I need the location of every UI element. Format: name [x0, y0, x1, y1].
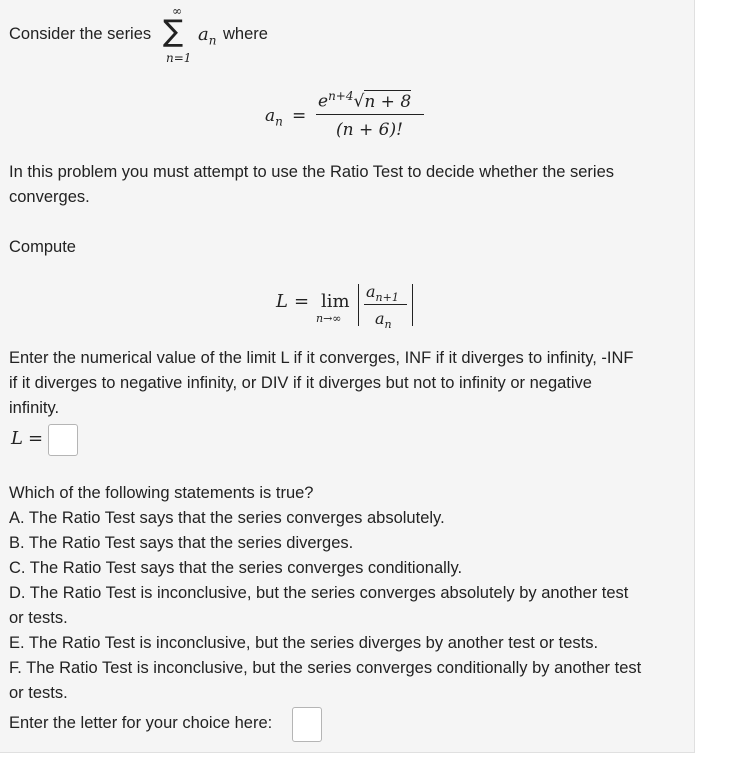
choice-d-line1: D. The Ratio Test is inconclusive, but the series converges absolutely by another test — [9, 584, 629, 602]
instructions-line2: if it diverges to negative infinity, or DIV if it diverges but not to infinity or negative — [9, 374, 592, 392]
limit-equals: = — [294, 291, 310, 312]
sum-lower-limit: n=1 — [166, 51, 192, 65]
answer-l-label: L — [11, 428, 23, 449]
compute-label: Compute — [9, 238, 76, 256]
abs-bar-right — [412, 284, 413, 326]
formula-numerator: $e^{n+4}√n + 8$ — [318, 89, 412, 112]
series-term: $a_n$ — [198, 24, 217, 48]
letter-answer-input[interactable] — [292, 707, 322, 742]
ratio-denominator: $a_n$ — [375, 309, 392, 332]
abs-bar-left — [358, 284, 359, 326]
choice-a: A. The Ratio Test says that the series converges absolutely. — [9, 509, 445, 527]
choice-f-line1: F. The Ratio Test is inconclusive, but the series converges conditionally by another test — [9, 659, 642, 677]
sum-upper-limit: ∞ — [172, 4, 182, 18]
letter-prompt: Enter the letter for your choice here: — [9, 714, 273, 732]
choice-d-line2: or tests. — [9, 609, 68, 627]
lim-subscript: n→∞ — [316, 312, 342, 325]
ratio-numerator: $a_{n+1}$ — [366, 282, 399, 305]
limit-lhs: L — [276, 291, 288, 312]
question-text: Which of the following statements is true? — [9, 484, 314, 502]
choice-f-line2: or tests. — [9, 684, 68, 702]
problem-text-line1: In this problem you must attempt to use the Ratio Test to decide whether the series — [9, 163, 615, 181]
formula-equals: = — [292, 106, 307, 126]
choice-b: B. The Ratio Test says that the series diverges. — [9, 534, 354, 552]
sigma-symbol: ∑ — [163, 14, 184, 49]
answer-l-equals: = — [28, 428, 44, 449]
formula-lhs: $a_n$ — [265, 106, 283, 129]
formula-fraction-bar — [316, 114, 424, 115]
intro-prefix: Consider the series — [9, 25, 152, 43]
intro-suffix: where — [223, 25, 268, 43]
ratio-fraction-bar — [364, 304, 407, 305]
choice-c: C. The Ratio Test says that the series converges conditionally. — [9, 559, 463, 577]
formula-denominator: (n + 6)! — [336, 120, 403, 140]
choice-e: E. The Ratio Test is inconclusive, but the series diverges by another test or tests. — [9, 634, 599, 652]
instructions-line3: infinity. — [9, 399, 60, 417]
limit-answer-input[interactable] — [48, 424, 78, 456]
problem-text-line2: converges. — [9, 188, 90, 206]
instructions-line1: Enter the numerical value of the limit L if it converges, INF if it diverges to infinity, -INF — [9, 349, 634, 367]
lim-operator: lim — [321, 291, 350, 312]
